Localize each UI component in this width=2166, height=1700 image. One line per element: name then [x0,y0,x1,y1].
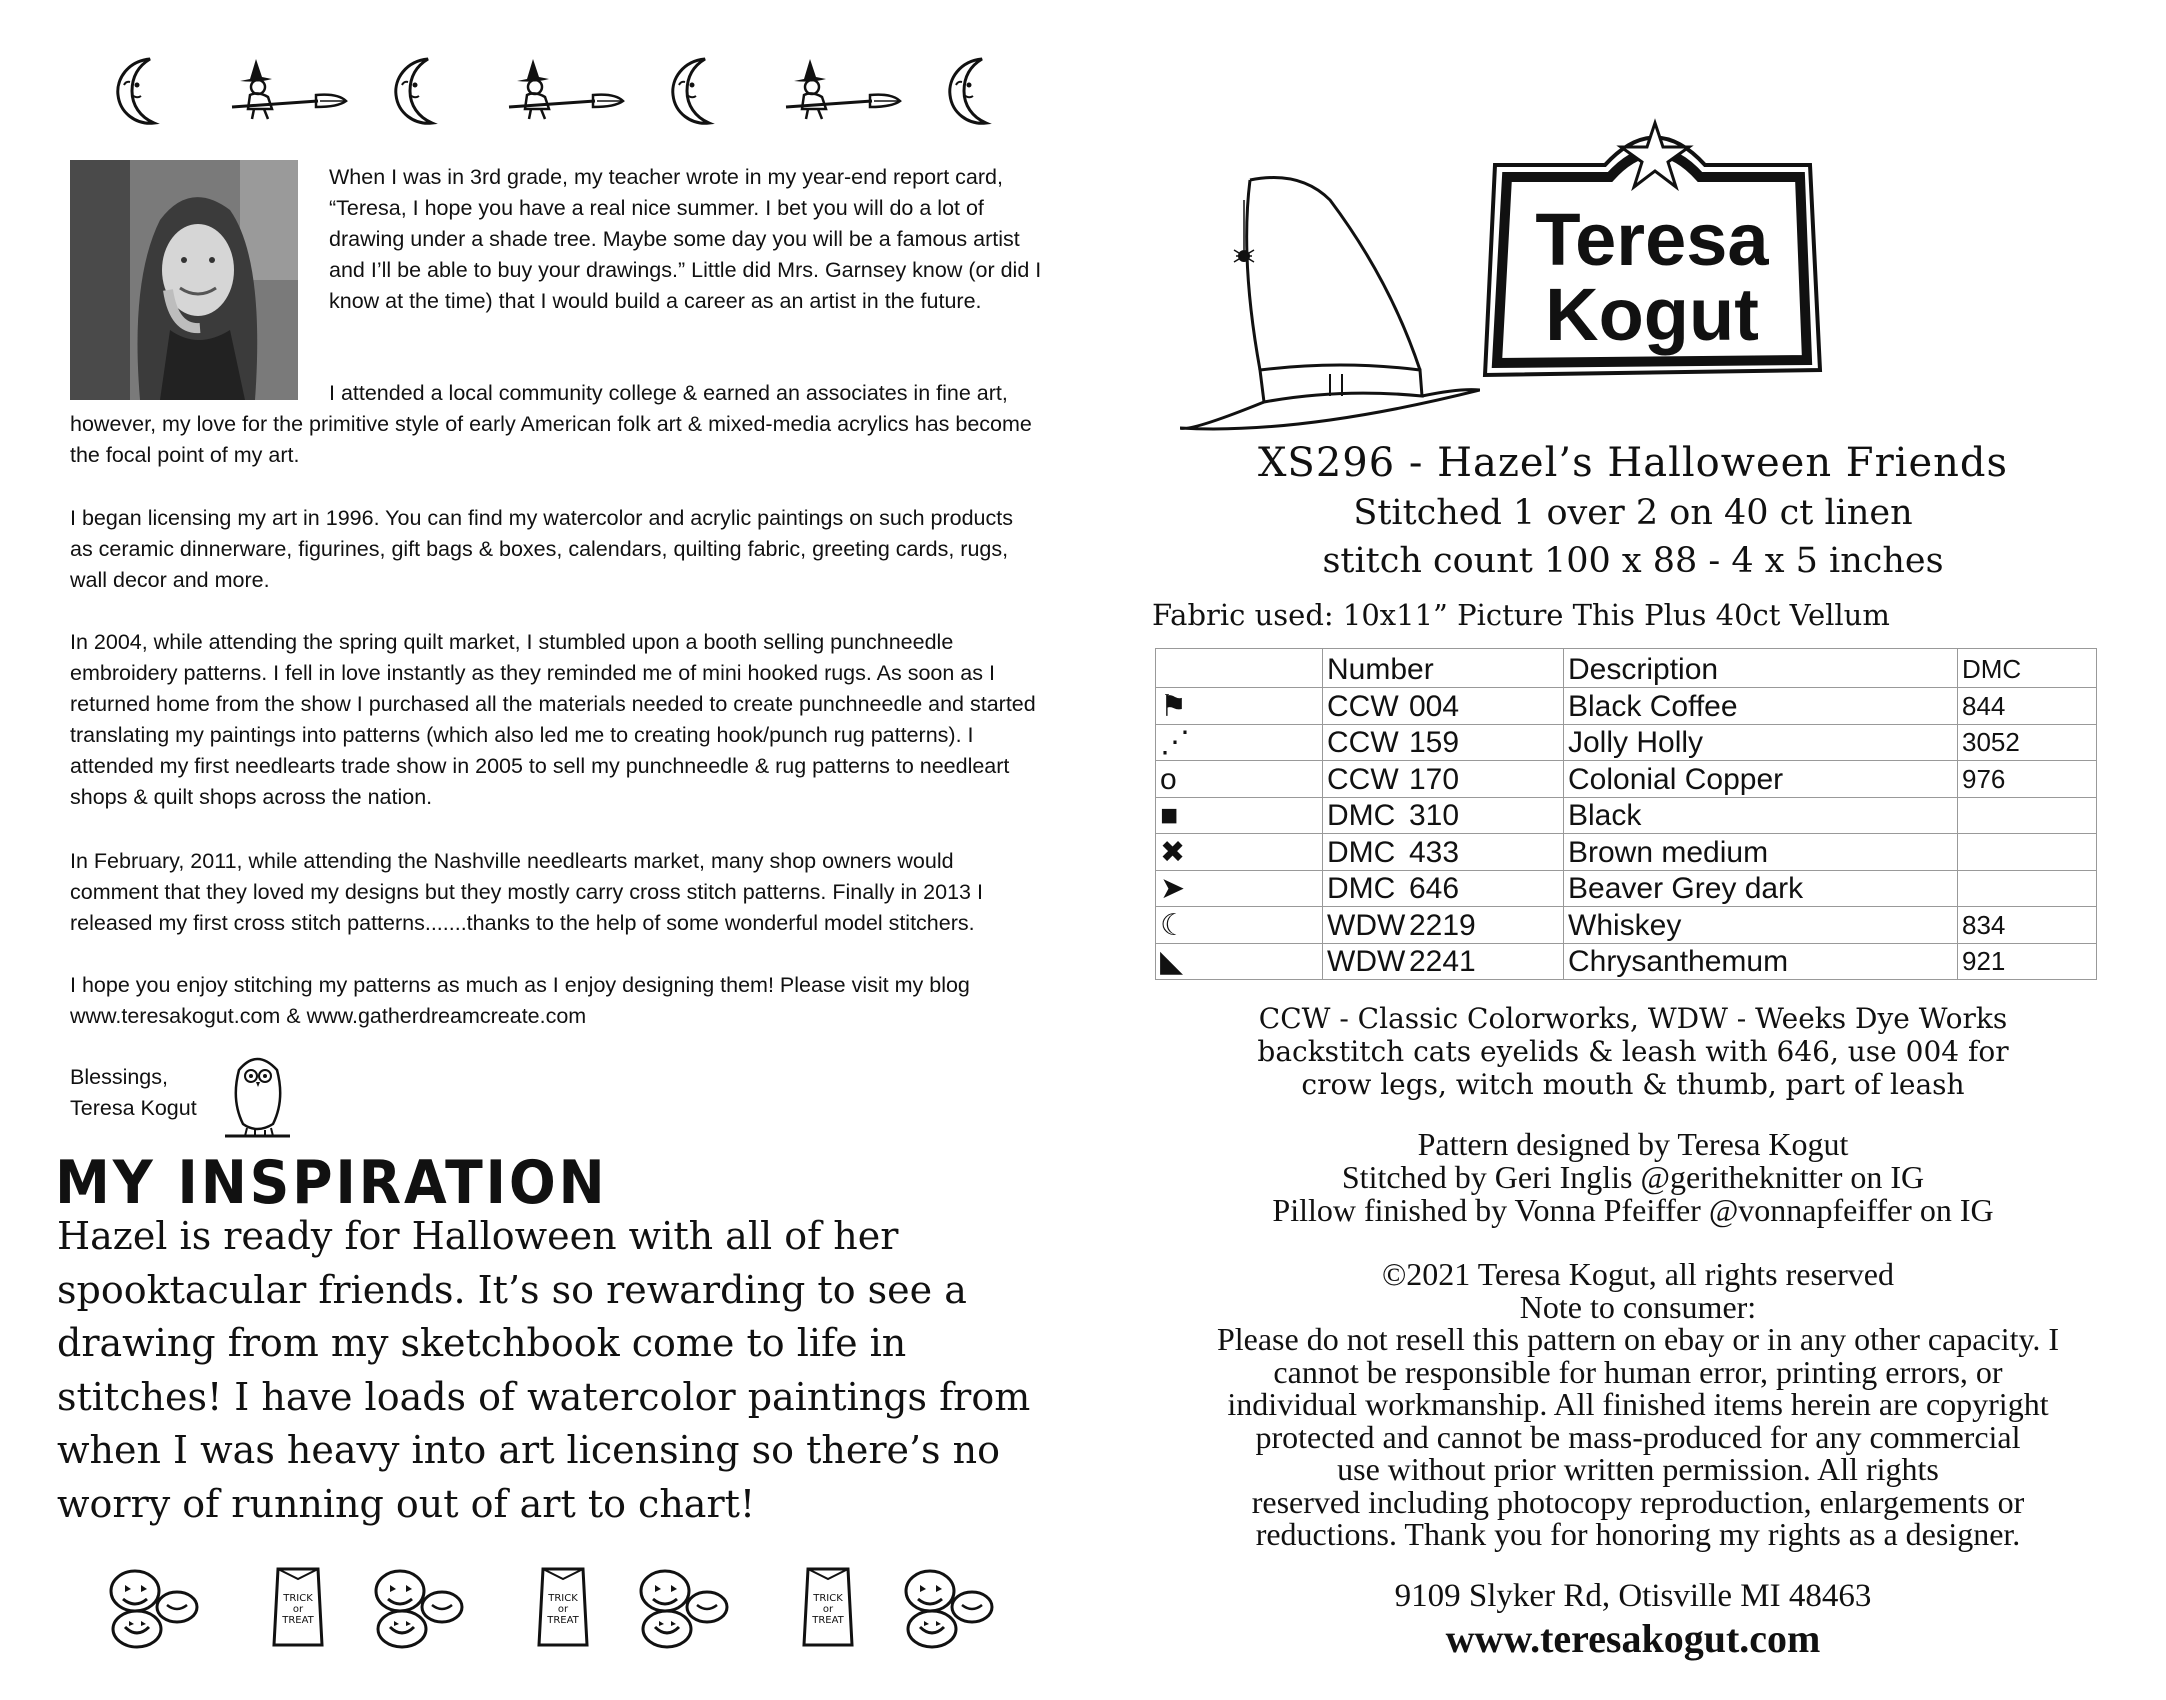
floss-description: Beaver Grey dark [1564,870,1958,907]
moon-icon [388,55,460,127]
floss-brand: DMC [1327,872,1396,905]
moon-icon [110,55,182,127]
bag-text-2: or [557,1604,569,1615]
floss-dmc: 976 [1958,761,2097,798]
arrowhead-icon: ➤ [1156,870,1323,907]
bio-paragraph-4: In 2004, while attending the spring quilt market, I stumbled upon a booth selling punchneedle embroidery patterns. I fell in love instantly as they reminded me of mini hooked rugs. As soon as I returned home from the show I purchased all the materials needed to create punchneedle and started translating my paintings into patterns (which also led me to creating hook/punch rug patterns). I attended my first needlearts trade show in 2005 to sell my punchneedle & rug patterns to needleart shops & quilt shops across the nation. [70,630,1036,809]
pattern-subtitle-2: stitch count 100 x 88 - 4 x 5 inches [1322,541,1944,581]
bio-paragraph-3: I began licensing my art in 1996. You can find my watercolor and acrylic paintings on such products as ceramic dinnerware, figurines, gift bags & boxes, calendars, quilting fabric, greeting cards, rugs, wall decor and more. [70,506,1013,592]
dots-icon: ⋰ [1156,724,1323,761]
floss-description: Whiskey [1564,907,1958,944]
copyright: ©2021 Teresa Kogut, all rights reserved [1381,1256,1894,1292]
trick-or-treat-bag-icon [250,1565,345,1650]
mailing-address: 9109 Slyker Rd, Otisville MI 48463 [1394,1578,1872,1614]
pumpkins-icon [370,1565,465,1650]
circle-icon: o [1156,761,1323,798]
floss-dmc [1958,797,2097,834]
bag-text-1: TRICK [813,1593,843,1604]
pattern-subtitle-1: Stitched 1 over 2 on 40 ct linen [1353,493,1913,533]
witch-on-broom-icon [228,55,348,127]
floss-description: Black [1564,797,1958,834]
floss-row [1156,724,2097,761]
bag-text-1: TRICK [548,1593,578,1604]
legal-line: protected and cannot be mass-produced for any commercial [1255,1418,2021,1455]
bio-paragraph-6: I hope you enjoy stitching my patterns as much as I enjoy designing them! Please visit my blog www.teresakogut.com & www.gatherdreamcreate.com [70,973,970,1028]
legal-line: Please do not resell this pattern on ebay or in any other capacity. I [1216,1321,2060,1357]
legal-line: reserved including photocopy reproduction, enlargements or [1251,1483,2025,1520]
legend-line-1: CCW - Classic Colorworks, WDW - Weeks Dye Works [1258,1002,2008,1035]
bio-paragraph-5: In February, 2011, while attending the Nashville needlearts market, many shop owners would comment that they loved my designs but they mostly carry cross stitch patterns. Finally in 2013 I released my first cross stitch patterns.......thanks to the help of some wonderful model stitchers. [70,849,983,935]
floss-number: 2241 [1409,945,1476,978]
bio-paragraph-2: I attended a local community college & earned an associates in fine art, however, my love for the primitive style of early American folk art & mixed-media acrylics has become the focal point of my art. [70,381,1032,467]
floss-dmc: 844 [1958,688,2097,725]
logo-line-2: Kogut [1545,273,1759,356]
floss-brand: DMC [1327,799,1396,832]
legal-line: use without prior written permission. All rights [1337,1451,1939,1487]
legal-line: individual workmanship. All finished items herein are copyright [1227,1386,2049,1422]
triangle-icon: ◣ [1156,943,1323,980]
bag-text-2: or [292,1604,304,1615]
floss-number: 170 [1409,762,1460,796]
pumpkins-icon [105,1565,200,1650]
legal-notice [1110,1258,2166,1551]
floss-row [1156,688,2097,725]
trick-or-treat-bag-icon [780,1565,875,1650]
credit-designer: Pattern designed by Teresa Kogut [1417,1126,1849,1162]
consumer-note-heading: Note to consumer: [1519,1288,1757,1325]
credit-finisher: Pillow finished by Vonna Pfeiffer @vonnapfeiffer on IG [1272,1192,1994,1228]
bag-text-2: or [822,1604,834,1615]
witch-on-broom-icon [782,55,902,127]
logo-line-1: Teresa [1535,198,1769,281]
floss-number: 433 [1409,835,1460,869]
floss-table [1155,648,2097,980]
bio-closing: Blessings, [70,1065,168,1089]
floss-description: Jolly Holly [1564,724,1958,761]
author-photo [70,160,298,400]
inspiration-body: Hazel is ready for Halloween with all of her spooktacular friends. It’s so rewarding to see a drawing from my sketchbook come to life in stitches! I have loads of watercolor paintings from when I was heavy into art licensing so there’s no worry of running out of art to chart! [57,1214,1031,1526]
floss-row [1156,834,2097,871]
square-icon: ■ [1156,797,1323,834]
credit-stitcher: Stitched by Geri Inglis @geritheknitter on IG [1341,1159,1925,1195]
teresa-kogut-logo [1455,105,1850,395]
moon-icon: ☾ [1156,907,1323,944]
floss-row [1156,943,2097,980]
floss-dmc [1958,834,2097,871]
header-number: Number [1323,649,1564,688]
floss-number: 310 [1409,799,1460,832]
website-link[interactable]: www.teresakogut.com [1445,1616,1821,1661]
floss-brand: CCW [1327,689,1399,723]
floss-brand: WDW [1327,908,1406,942]
floss-description: Black Coffee [1564,688,1958,725]
bag-text-3: TREAT [812,1615,844,1626]
floss-dmc: 834 [1958,907,2097,944]
floss-row [1156,870,2097,907]
bag-text-3: TREAT [547,1615,579,1626]
floss-brand: CCW [1327,726,1399,759]
witch-hat-icon [1180,170,1480,440]
floss-description: Brown medium [1564,834,1958,871]
inspiration-heading: MY INSPIRATION [55,1148,608,1218]
floss-brand: WDW [1327,945,1406,978]
floss-row [1156,797,2097,834]
pumpkins-icon [635,1565,730,1650]
flag-icon: ⚑ [1156,688,1323,725]
floss-description: Chrysanthemum [1564,943,1958,980]
floss-dmc: 3052 [1958,724,2097,761]
floss-number: 2219 [1409,908,1476,942]
legal-line: reductions. Thank you for honoring my rights as a designer. [1255,1516,2021,1552]
floss-number: 004 [1409,689,1460,723]
floss-brand: CCW [1327,762,1399,796]
header-description: Description [1564,649,1958,688]
cross-icon: ✖ [1156,834,1323,871]
floss-dmc: 921 [1958,943,2097,980]
floss-row [1156,761,2097,798]
witch-on-broom-icon [505,55,625,127]
legend-line-2: backstitch cats eyelids & leash with 646, use 004 for [1257,1035,2009,1068]
bio-paragraph-1: When I was in 3rd grade, my teacher wrote in my year-end report card, “Teresa, I hope you have a real nice summer. I bet you will do a lot of drawing under a shade tree. Maybe some day you will be a famous artist and I’ll be able to buy your drawings.” Little did Mrs. Garnsey know (or did I know at the time) that I would build a career as an artist in the future. [329,165,1042,313]
floss-dmc [1958,870,2097,907]
floss-number: 159 [1409,726,1460,759]
bag-text-3: TREAT [282,1615,314,1626]
pattern-title: XS296 - Hazel’s Halloween Friends [1257,440,2009,486]
floss-number: 646 [1409,872,1460,905]
floss-description: Colonial Copper [1564,761,1958,798]
fabric-used: Fabric used: 10x11” Picture This Plus 40ct Vellum [1152,598,1890,632]
legal-line: cannot be responsible for human error, printing errors, or [1273,1353,2003,1390]
bag-text-1: TRICK [283,1593,313,1604]
floss-legend [1100,1002,2166,1101]
floss-brand: DMC [1327,835,1396,869]
trick-or-treat-bag-icon [515,1565,610,1650]
owl-icon [225,1050,290,1145]
legend-line-3: crow legs, witch mouth & thumb, part of leash [1301,1068,1965,1101]
bio-signature: Teresa Kogut [70,1096,197,1120]
credits [1100,1128,2166,1227]
floss-header-row [1156,649,2097,688]
moon-icon [665,55,737,127]
pumpkins-icon [900,1565,995,1650]
header-dmc: DMC [1958,649,2097,688]
moon-icon [942,55,1014,127]
floss-row [1156,907,2097,944]
